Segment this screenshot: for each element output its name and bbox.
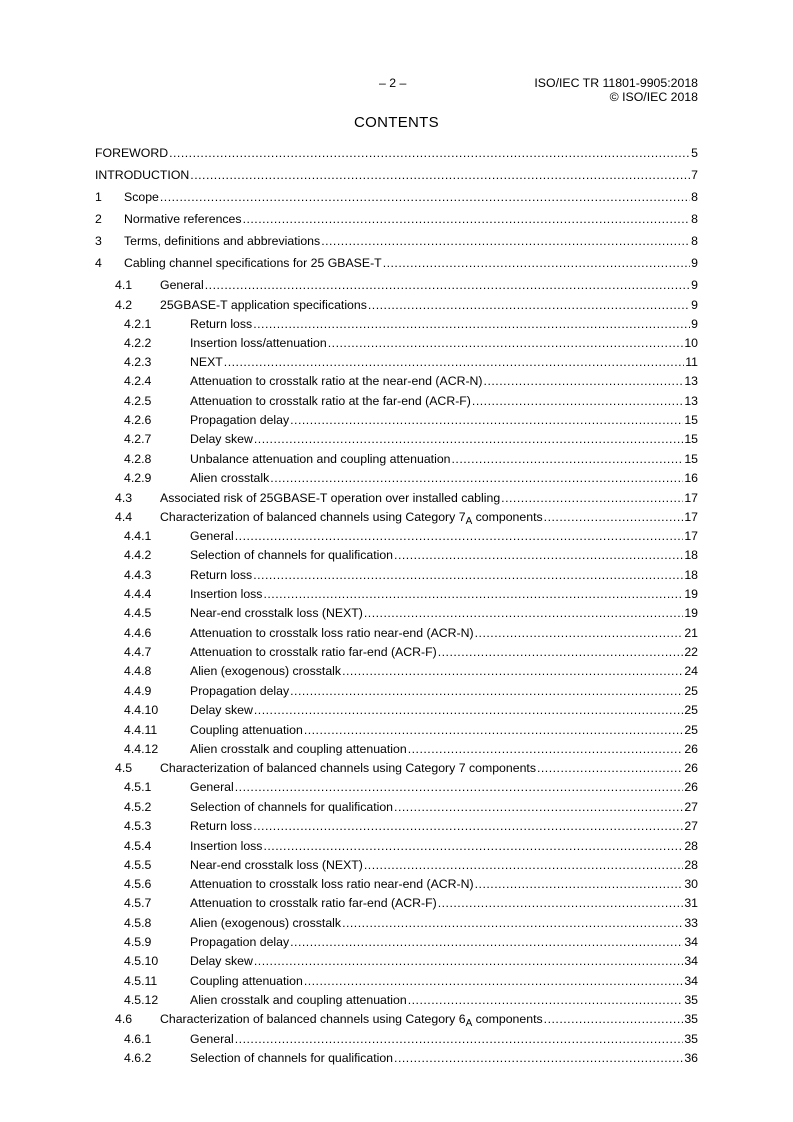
- toc-entry-title: Insertion loss/attenuation: [190, 336, 327, 350]
- toc-entry-title: Alien crosstalk and coupling attenuation: [190, 742, 407, 756]
- toc-entry-title: General: [190, 529, 234, 543]
- toc-entry-number: 4.5.7: [124, 896, 152, 910]
- toc-entry-title: INTRODUCTION: [95, 168, 190, 182]
- toc-entry[interactable]: [124, 741, 698, 757]
- dot-leader: [254, 702, 683, 718]
- toc-entry-page: 19: [684, 587, 698, 601]
- toc-entry-number: 4.2.9: [124, 471, 152, 485]
- toc-entry-number: 4.4.6: [124, 626, 152, 640]
- toc-entry[interactable]: [95, 189, 698, 205]
- toc-entry-number: 4.4.12: [124, 742, 159, 756]
- toc-entry-number: 4.2.7: [124, 432, 152, 446]
- dot-leader: [253, 316, 690, 332]
- toc-entry[interactable]: [124, 528, 698, 544]
- dot-leader: [263, 838, 683, 854]
- toc-entry-page: 33: [684, 916, 698, 930]
- toc-entry-title: Attenuation to crosstalk ratio far-end (ACR-F): [190, 645, 437, 659]
- toc-entry-page: 35: [684, 993, 698, 1007]
- toc-entry[interactable]: [124, 335, 698, 351]
- toc-entry[interactable]: [95, 145, 698, 161]
- toc-entry-title: Characterization of balanced channels using Category $6_A$ components: [160, 1012, 543, 1029]
- toc-entry-number: 4.4.2: [124, 548, 152, 562]
- toc-entry-title: Coupling attenuation: [190, 974, 303, 988]
- toc-entry[interactable]: [124, 973, 698, 989]
- dot-leader: [383, 255, 690, 271]
- dot-leader: [160, 189, 690, 205]
- toc-entry-number: 4.4.4: [124, 587, 152, 601]
- toc-entry-page: 9: [691, 317, 698, 331]
- toc-entry[interactable]: [124, 605, 698, 621]
- toc-entry-number: 4.4.3: [124, 568, 152, 582]
- toc-entry-number: 4.2.8: [124, 452, 152, 466]
- toc-entry[interactable]: [124, 934, 698, 950]
- toc-entry[interactable]: [124, 722, 698, 738]
- toc-entry[interactable]: [124, 451, 698, 467]
- toc-entry-title: Attenuation to crosstalk loss ratio near-end (ACR-N): [190, 626, 474, 640]
- toc-entry[interactable]: [124, 547, 698, 563]
- toc-entry[interactable]: [124, 876, 698, 892]
- toc-entry[interactable]: [124, 431, 698, 447]
- toc-entry-title: Return loss: [190, 317, 253, 331]
- toc-entry-title: Selection of channels for qualification: [190, 1051, 394, 1065]
- toc-entry-title: Normative references: [124, 212, 242, 226]
- dot-leader: [364, 857, 683, 873]
- toc-entry-number: 4.5.11: [124, 974, 158, 988]
- dot-leader: [364, 605, 683, 621]
- toc-entry[interactable]: [124, 354, 698, 370]
- toc-entry-page: 28: [684, 839, 698, 853]
- toc-entry-page: 34: [684, 974, 698, 988]
- toc-entry-number: 4.4.9: [124, 684, 152, 698]
- toc-entry-number: 4.5.2: [124, 800, 152, 814]
- toc-entry[interactable]: [124, 586, 698, 602]
- toc-entry[interactable]: [124, 953, 698, 969]
- toc-entry-title: Delay skew: [190, 954, 253, 968]
- toc-entry-number: 4.3: [115, 491, 133, 505]
- toc-entry-page: 19: [684, 606, 698, 620]
- document-id: ISO/IEC TR 11801-9905:2018: [534, 76, 698, 90]
- toc-entry-title: Delay skew: [190, 432, 253, 446]
- toc-entry-page: 8: [691, 234, 698, 248]
- dot-leader: [544, 509, 684, 525]
- dot-leader: [394, 547, 683, 563]
- toc-entry[interactable]: [124, 799, 698, 815]
- toc-entry-page: 26: [684, 761, 698, 775]
- dot-leader: [235, 1031, 684, 1047]
- dot-leader: [501, 490, 683, 506]
- toc-entry-page: 8: [691, 190, 698, 204]
- toc-entry[interactable]: [124, 412, 698, 428]
- toc-entry[interactable]: [124, 663, 698, 679]
- toc-entry[interactable]: [115, 1011, 698, 1027]
- toc-entry-number: 4.2.5: [124, 394, 152, 408]
- toc-entry-page: 17: [684, 491, 698, 505]
- dot-leader: [394, 1050, 683, 1066]
- toc-entry-number: 4.2: [115, 298, 133, 312]
- toc-entry-title: Alien crosstalk and coupling attenuation: [190, 993, 407, 1007]
- toc-entry-page: 26: [684, 780, 698, 794]
- dot-leader: [290, 412, 683, 428]
- dot-leader: [537, 760, 683, 776]
- toc-entry-number: 4.5.10: [124, 954, 159, 968]
- toc-entry-title: General: [190, 1032, 234, 1046]
- dot-leader: [263, 586, 683, 602]
- toc-entry-title: Return loss: [190, 819, 253, 833]
- toc-entry-page: 24: [684, 664, 698, 678]
- toc-entry-page: 7: [691, 168, 698, 182]
- dot-leader: [394, 799, 683, 815]
- toc-entry[interactable]: [124, 895, 698, 911]
- dot-leader: [321, 233, 690, 249]
- toc-entry-page: 15: [684, 413, 698, 427]
- dot-leader: [368, 297, 690, 313]
- toc-entry-number: 4.1: [115, 278, 133, 292]
- toc-entry[interactable]: [124, 838, 698, 854]
- dot-leader: [290, 683, 683, 699]
- toc-entry[interactable]: [124, 702, 698, 718]
- toc-entry-number: 4.6: [115, 1012, 133, 1026]
- dot-leader: [235, 528, 684, 544]
- toc-entry[interactable]: [124, 683, 698, 699]
- toc-entry-number: 4.5.9: [124, 935, 152, 949]
- toc-entry-title: Propagation delay: [190, 413, 290, 427]
- toc-entry-number: 3: [95, 234, 102, 248]
- toc-entry-title: Alien (exogenous) crosstalk: [190, 664, 342, 678]
- dot-leader: [205, 277, 690, 293]
- toc-entry-number: 1: [95, 190, 102, 204]
- toc-entry-number: 4: [95, 256, 102, 270]
- toc-entry[interactable]: [115, 297, 698, 313]
- dot-leader: [270, 470, 683, 486]
- toc-entry-title: NEXT: [190, 355, 223, 369]
- toc-entry-page: 34: [684, 935, 698, 949]
- toc-entry-title: Cabling channel specifications for 25 GBASE-T: [124, 256, 382, 270]
- toc-entry-page: 9: [691, 256, 698, 270]
- toc-entry[interactable]: [124, 779, 698, 795]
- dot-leader: [475, 876, 684, 892]
- toc-entry-subscript: A: [465, 1018, 473, 1029]
- toc-entry-page: 36: [684, 1051, 698, 1065]
- toc-entry-title: General: [160, 278, 204, 292]
- dot-leader: [253, 567, 683, 583]
- dot-leader: [438, 895, 684, 911]
- toc-entry-title: Selection of channels for qualification: [190, 548, 394, 562]
- toc-entry[interactable]: [124, 644, 698, 660]
- toc-entry-number: 4.4.5: [124, 606, 152, 620]
- toc-entry-number: 4.2.1: [124, 317, 152, 331]
- toc-entry[interactable]: [124, 567, 698, 583]
- toc-entry-number: 4.4.8: [124, 664, 152, 678]
- toc-entry-number: 4.5.3: [124, 819, 152, 833]
- toc-entry-number: 4.5: [115, 761, 133, 775]
- dot-leader: [254, 953, 683, 969]
- toc-entry-number: 4.5.1: [124, 780, 152, 794]
- dot-leader: [475, 625, 684, 641]
- toc-entry[interactable]: [124, 857, 698, 873]
- dot-leader: [472, 393, 683, 409]
- toc-entry-title: Coupling attenuation: [190, 723, 303, 737]
- toc-entry-number: 4.5.12: [124, 993, 159, 1007]
- toc-entry-page: 16: [684, 471, 698, 485]
- toc-entry[interactable]: [115, 509, 698, 525]
- dot-leader: [328, 335, 684, 351]
- toc-entry[interactable]: [124, 1050, 698, 1066]
- toc-entry-page: 31: [684, 896, 698, 910]
- toc-entry[interactable]: [124, 1031, 698, 1047]
- copyright-notice: © ISO/IEC 2018: [609, 90, 698, 104]
- toc-entry-title: Attenuation to crosstalk ratio at the near-end (ACR-N): [190, 374, 483, 388]
- dot-leader: [254, 431, 683, 447]
- toc-entry[interactable]: [115, 760, 698, 776]
- toc-entry-page: 27: [684, 819, 698, 833]
- toc-entry-title: Selection of channels for qualification: [190, 800, 394, 814]
- toc-entry-number: 4.4.1: [124, 529, 152, 543]
- toc-entry-subscript: A: [465, 516, 473, 527]
- dot-leader: [452, 451, 684, 467]
- dot-leader: [304, 722, 684, 738]
- dot-leader: [544, 1011, 684, 1027]
- toc-entry-page: 5: [691, 146, 698, 160]
- toc-entry[interactable]: [124, 316, 698, 332]
- toc-entry-page: 9: [691, 298, 698, 312]
- toc-entry[interactable]: [124, 393, 698, 409]
- toc-entry-page: 26: [684, 742, 698, 756]
- toc-entry[interactable]: [124, 470, 698, 486]
- toc-entry-page: 10: [684, 336, 698, 350]
- toc-entry-page: 18: [684, 568, 698, 582]
- toc-entry-number: 2: [95, 212, 102, 226]
- toc-entry-page: 11: [685, 355, 698, 369]
- toc-entry[interactable]: [124, 992, 698, 1008]
- dot-leader: [243, 211, 691, 227]
- toc-entry-number: 4.2.4: [124, 374, 152, 388]
- toc-entry[interactable]: [115, 277, 698, 293]
- toc-entry-title: Propagation delay: [190, 684, 290, 698]
- dot-leader: [438, 644, 684, 660]
- toc-entry-number: 4.5.5: [124, 858, 152, 872]
- dot-leader: [235, 779, 684, 795]
- toc-entry-title: Delay skew: [190, 703, 253, 717]
- toc-entry-title: Unbalance attenuation and coupling attenuation: [190, 452, 451, 466]
- toc-entry-number: 4.4.10: [124, 703, 159, 717]
- toc-entry-number: 4.4.7: [124, 645, 152, 659]
- toc-entry-page: 25: [684, 703, 698, 717]
- dot-leader: [484, 373, 684, 389]
- toc-entry[interactable]: [124, 625, 698, 641]
- toc-entry-page: 15: [684, 432, 698, 446]
- toc-entry-page: 13: [684, 394, 698, 408]
- toc-entry-title: Insertion loss: [190, 587, 263, 601]
- toc-entry-number: 4.2.3: [124, 355, 152, 369]
- toc-entry-title: Terms, definitions and abbreviations: [124, 234, 321, 248]
- toc-entry[interactable]: [95, 233, 698, 249]
- toc-entry-page: 18: [684, 548, 698, 562]
- toc-entry-page: 17: [684, 510, 698, 524]
- toc-entry[interactable]: [124, 373, 698, 389]
- toc-entry-title: General: [190, 780, 234, 794]
- toc-entry[interactable]: [124, 915, 698, 931]
- toc-entry-title: Alien (exogenous) crosstalk: [190, 916, 342, 930]
- toc-entry-page: 25: [684, 684, 698, 698]
- dot-leader: [408, 741, 684, 757]
- toc-entry-title: Near-end crosstalk loss (NEXT): [190, 606, 363, 620]
- toc-entry-page: 17: [684, 529, 698, 543]
- toc-entry-number: 4.2.2: [124, 336, 152, 350]
- toc-entry[interactable]: [115, 490, 698, 506]
- toc-entry-title: Propagation delay: [190, 935, 290, 949]
- toc-entry-number: 4.4: [115, 510, 133, 524]
- toc-entry-page: 35: [684, 1012, 698, 1026]
- toc-entry-page: 30: [684, 877, 698, 891]
- dot-leader: [408, 992, 684, 1008]
- toc-entry-number: 4.5.8: [124, 916, 152, 930]
- toc-entry-page: 13: [684, 374, 698, 388]
- toc-entry-number: 4.2.6: [124, 413, 152, 427]
- toc-entry-title: 25GBASE-T application specifications: [160, 298, 367, 312]
- toc-entry[interactable]: [124, 818, 698, 834]
- toc-entry-title: Attenuation to crosstalk ratio at the far-end (ACR-F): [190, 394, 471, 408]
- dot-leader: [224, 354, 684, 370]
- toc-entry-page: 28: [684, 858, 698, 872]
- toc-entry-page: 35: [684, 1032, 698, 1046]
- toc-entry-page: 22: [684, 645, 698, 659]
- toc-entry-number: 4.5.4: [124, 839, 152, 853]
- toc-entry-title: Scope: [124, 190, 159, 204]
- dot-leader: [304, 973, 684, 989]
- toc-entry-title: Characterization of balanced channels using Category 7 components: [160, 761, 536, 775]
- page-number: – 2 –: [379, 76, 407, 90]
- toc-entry-page: 9: [691, 278, 698, 292]
- toc-entry-page: 15: [684, 452, 698, 466]
- toc-entry-page: 21: [684, 626, 698, 640]
- toc-entry[interactable]: [95, 211, 698, 227]
- toc-entry-title: Characterization of balanced channels using Category $7_A$ components: [160, 510, 543, 527]
- toc-entry-title: Attenuation to crosstalk loss ratio near-end (ACR-N): [190, 877, 474, 891]
- toc-entry-title: Near-end crosstalk loss (NEXT): [190, 858, 363, 872]
- toc-entry[interactable]: [95, 167, 698, 183]
- toc-entry-title: Attenuation to crosstalk ratio far-end (ACR-F): [190, 896, 437, 910]
- toc-entry-number: 4.6.2: [124, 1051, 152, 1065]
- toc-entry-number: 4.6.1: [124, 1032, 152, 1046]
- toc-entry-number: 4.4.11: [124, 723, 158, 737]
- toc-entry-title: FOREWORD: [95, 146, 169, 160]
- toc-entry-title: Associated risk of 25GBASE-T operation over installed cabling: [160, 491, 501, 505]
- toc-entry-page: 27: [684, 800, 698, 814]
- dot-leader: [342, 663, 683, 679]
- toc-entry-number: 4.5.6: [124, 877, 152, 891]
- dot-leader: [190, 167, 690, 183]
- toc-entry-page: 34: [684, 954, 698, 968]
- toc-entry-page: 25: [684, 723, 698, 737]
- toc-entry-title: Return loss: [190, 568, 253, 582]
- dot-leader: [253, 818, 683, 834]
- dot-leader: [290, 934, 683, 950]
- toc-entry-title: Alien crosstalk: [190, 471, 270, 485]
- toc-entry[interactable]: [95, 255, 698, 271]
- toc-entry-title: Insertion loss: [190, 839, 263, 853]
- page-title: CONTENTS: [354, 114, 439, 131]
- dot-leader: [342, 915, 683, 931]
- dot-leader: [169, 145, 690, 161]
- toc-entry-page: 8: [691, 212, 698, 226]
